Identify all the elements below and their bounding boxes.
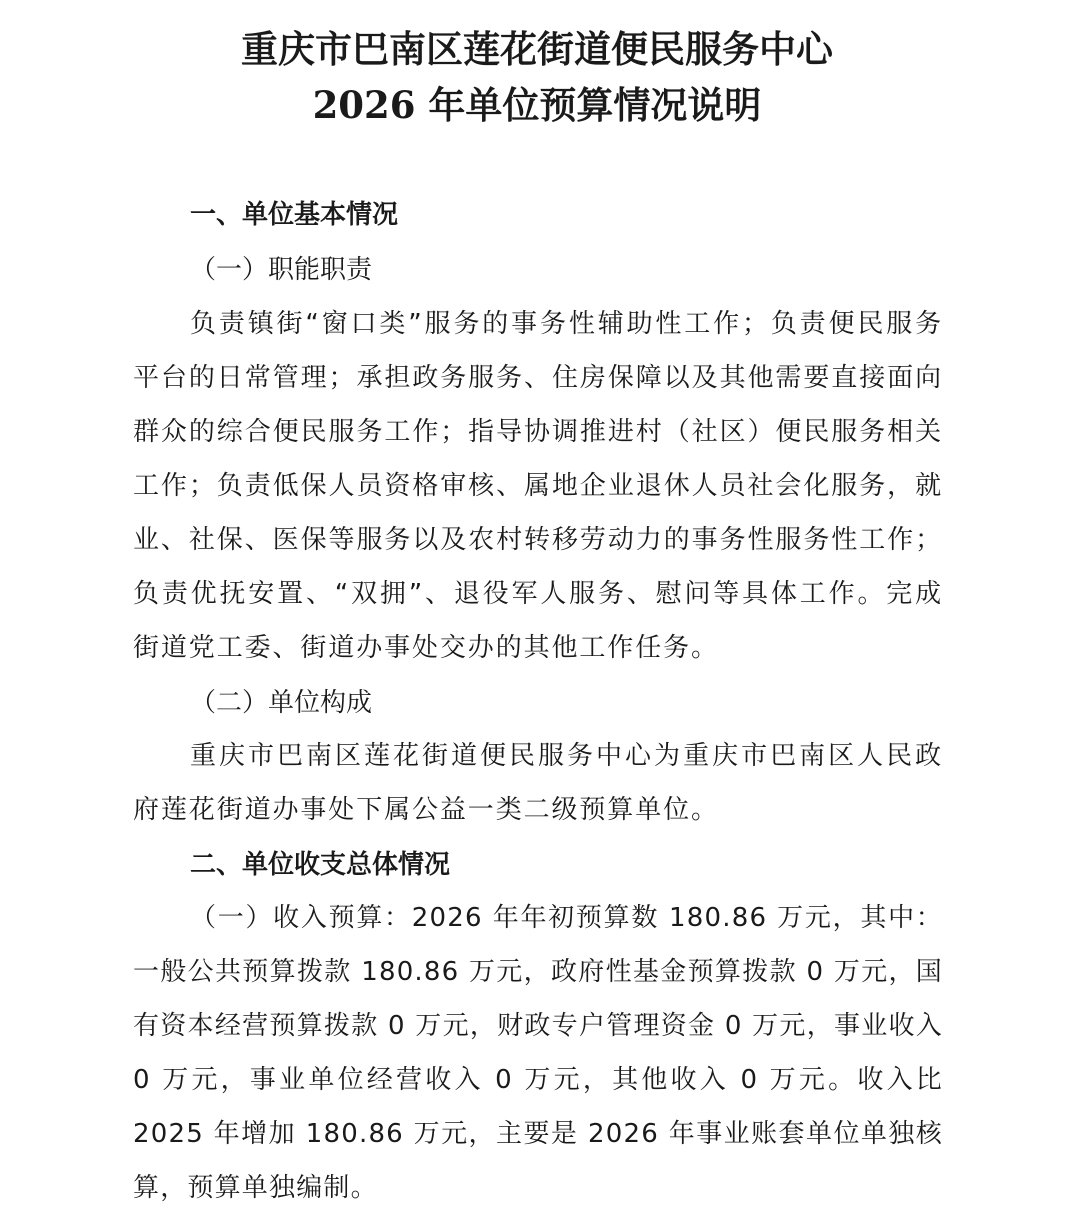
document-title-line-2: 2026 年单位预算情况说明 xyxy=(312,83,762,127)
paragraph-composition: 重庆市巴南区莲花街道便民服务中心为重庆市巴南区人民政府莲花街道办事处下属公益一类二级预算单位。 xyxy=(133,741,943,825)
paragraph-income-budget: （一）收入预算：2026 年年初预算数 180.86 万元，其中：一般公共预算拨款 180.86 万元，政府性基金预算拨款 0 万元，国有资本经营预算拨款 0 万元，财政专户管理资金 0 万元，事业收入 0 万元，事业单位经营收入 0 万元，其他收入 0 万元。收入比 2025 年增加 180.86 万元，主要是 2026 年事业账套单位单独核算，预算单独编制。 xyxy=(133,903,943,1203)
section-heading-revenue-expenditure: 二、单位收支总体情况 xyxy=(190,850,451,880)
section-heading-unit-basics: 一、单位基本情况 xyxy=(190,200,399,230)
subsection-heading-duties: （一）职能职责 xyxy=(190,255,373,285)
paragraph-duties: 负责镇街“窗口类”服务的事务性辅助性工作；负责便民服务平台的日常管理；承担政务服务、住房保障以及其他需要直接面向群众的综合便民服务工作；指导协调推进村（社区）便民服务相关工作；负责低保人员资格审核、属地企业退休人员社会化服务，就业、社保、医保等服务以及农村转移劳动力的事务性服务性工作；负责优抚安置、“双拥”、退役军人服务、慰问等具体工作。完成街道党工委、街道办事处交办的其他工作任务。 xyxy=(133,309,943,663)
subsection-heading-composition: （二）单位构成 xyxy=(190,688,373,718)
document-title-line-1: 重庆市巴南区莲花街道便民服务中心 xyxy=(241,27,833,71)
